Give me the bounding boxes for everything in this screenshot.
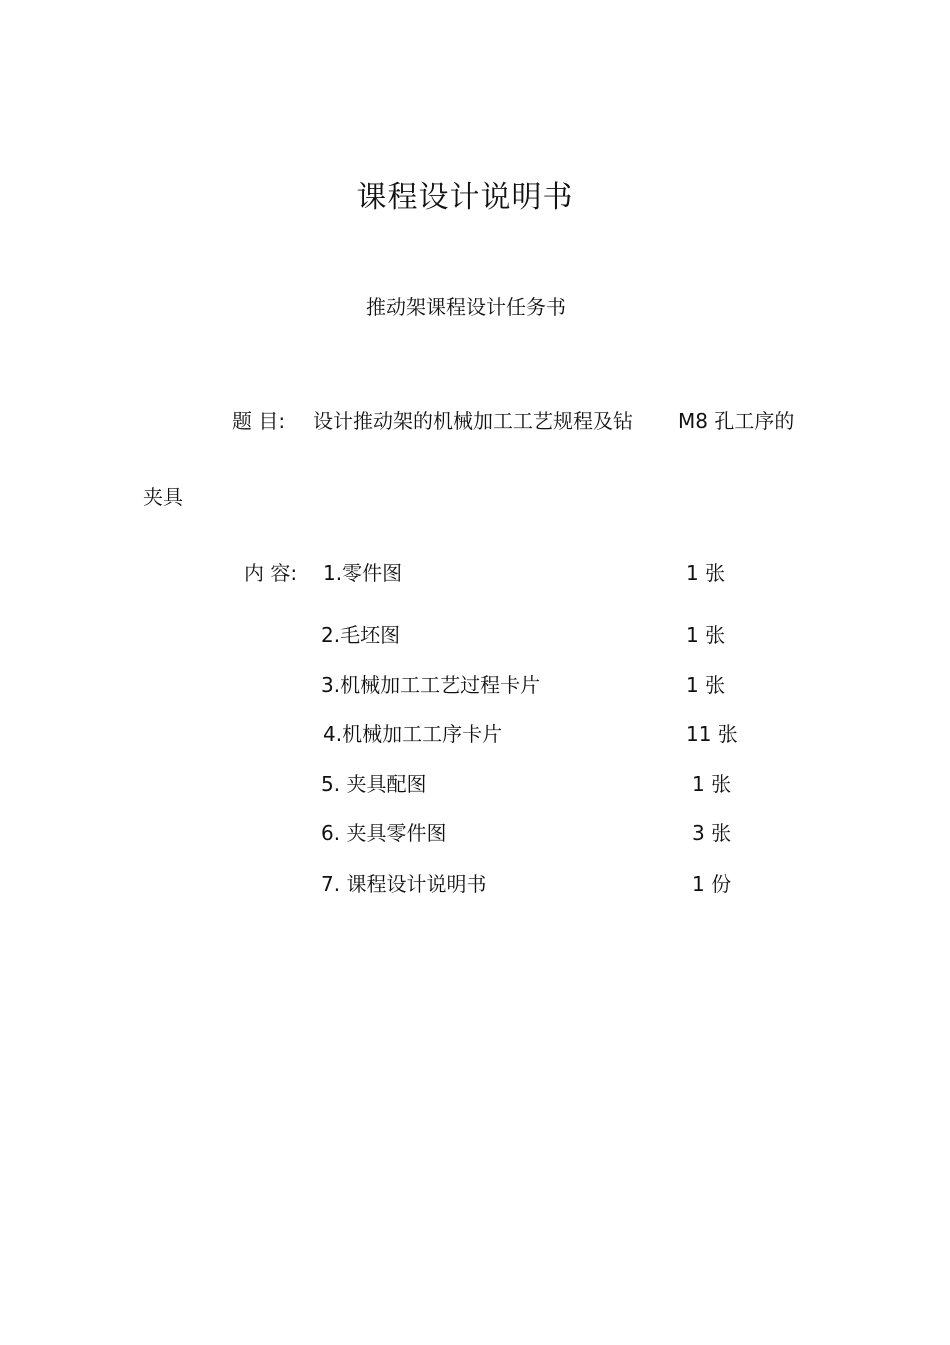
contents-item-name: 2.毛坯图 [321, 623, 401, 647]
contents-item-name: 4.机械加工工序卡片 [323, 722, 503, 746]
contents-item-name: 3.机械加工工艺过程卡片 [321, 673, 541, 697]
topic-label: 题 目: [232, 409, 286, 433]
contents-item-qty: 1 张 [692, 772, 732, 796]
topic-text: 设计推动架的机械加工工艺规程及钻 [313, 409, 633, 433]
document-subtitle: 推动架课程设计任务书 [366, 295, 566, 319]
contents-item-qty: 1 张 [686, 623, 726, 647]
contents-item-name: 1.零件图 [323, 561, 403, 585]
contents-item-qty: 11 张 [686, 722, 738, 746]
contents-item-name: 7. 课程设计说明书 [321, 872, 487, 896]
contents-item-qty: 3 张 [692, 821, 732, 845]
topic-text-wrap: 夹具 [143, 485, 183, 509]
contents-item-name: 5. 夹具配图 [321, 772, 427, 796]
contents-item-qty: 1 张 [686, 673, 726, 697]
contents-item-qty: 1 张 [686, 561, 726, 585]
topic-text-m8: M8 孔工序的 [678, 409, 795, 433]
document-title: 课程设计说明书 [356, 180, 574, 215]
contents-item-qty: 1 份 [692, 872, 732, 896]
contents-label: 内 容: [244, 561, 298, 585]
contents-item-name: 6. 夹具零件图 [321, 821, 447, 845]
